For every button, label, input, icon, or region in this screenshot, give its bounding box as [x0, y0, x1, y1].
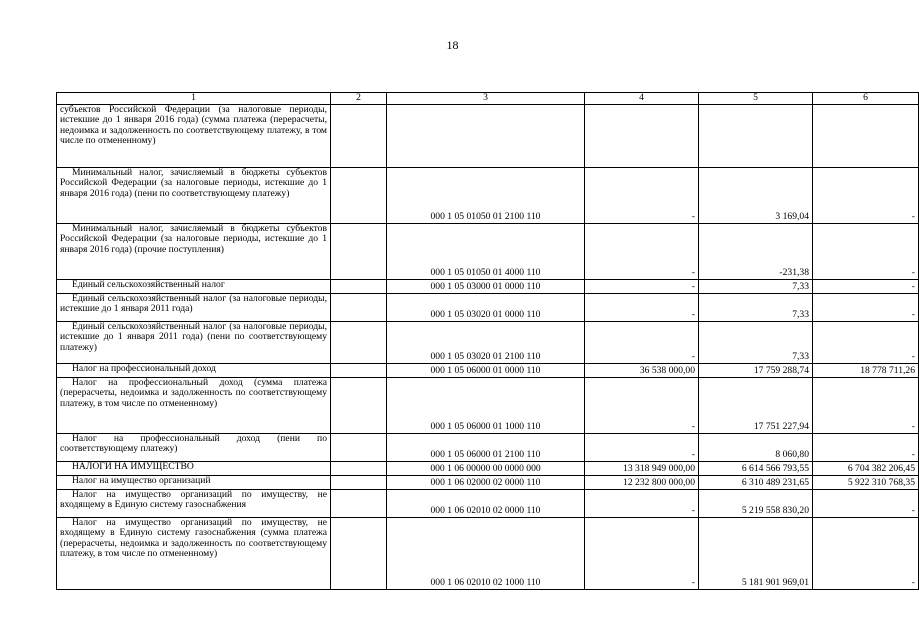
row-col5-cell: 7,33 [699, 321, 813, 363]
table-row [57, 321, 919, 363]
row-col6-cell: - [813, 279, 919, 293]
row-col5-cell: 7,33 [699, 293, 813, 321]
row-name-cell: Налог на имущество организаций [57, 475, 331, 489]
table-row [57, 223, 919, 279]
row-code-cell: 000 1 06 00000 00 0000 000 [387, 461, 585, 475]
table-row [57, 433, 919, 461]
row-name-cell: Налог на профессиональный доход [57, 363, 331, 377]
row-code-cell: 000 1 05 06000 01 2100 110 [387, 433, 585, 461]
table-body [57, 104, 919, 589]
row-col6-cell: - [813, 517, 919, 589]
row-col6-cell: - [813, 377, 919, 433]
row-col4-cell: - [585, 517, 699, 589]
row-col5-cell: 17 751 227,94 [699, 377, 813, 433]
row-code-cell [387, 104, 585, 167]
row-col2-cell [331, 279, 387, 293]
column-header-5: 5 [699, 93, 813, 105]
row-col2-cell [331, 167, 387, 223]
row-name-cell: Налог на имущество организаций по имуществу, не входящему в Единую систему газоснабжения [57, 489, 331, 517]
column-header-1: 1 [57, 93, 331, 105]
row-name-cell: Минимальный налог, зачисляемый в бюджеты субъектов Российской Федерации (за налоговые периоды, истекшие до 1 января 2016 года) (пени по соответствующему платежу) [57, 167, 331, 223]
row-col6-cell: - [813, 223, 919, 279]
row-col2-cell [331, 293, 387, 321]
row-col5-cell: 3 169,04 [699, 167, 813, 223]
row-col5-cell: 5 219 558 830,20 [699, 489, 813, 517]
row-col2-cell [331, 517, 387, 589]
row-col5-cell: 8 060,80 [699, 433, 813, 461]
row-name-cell: НАЛОГИ НА ИМУЩЕСТВО [57, 461, 331, 475]
table-row [57, 104, 919, 167]
row-col5-cell: 7,33 [699, 279, 813, 293]
row-col5-cell: -231,38 [699, 223, 813, 279]
row-code-cell: 000 1 06 02010 02 1000 110 [387, 517, 585, 589]
row-col6-cell: - [813, 433, 919, 461]
column-header-3: 3 [387, 93, 585, 105]
row-name-cell: Налог на имущество организаций по имуществу, не входящему в Единую систему газоснабжения (сумма платежа (перерасчеты, недоимка и задолженность по соответствующему платежу, в том числе по отмененному) [57, 517, 331, 589]
row-code-cell: 000 1 05 01050 01 2100 110 [387, 167, 585, 223]
row-col5-cell: 17 759 288,74 [699, 363, 813, 377]
row-name-cell: Единый сельскохозяйственный налог (за налоговые периоды, истекшие до 1 января 2011 года) [57, 293, 331, 321]
row-col6-cell: 6 704 382 206,45 [813, 461, 919, 475]
row-code-cell: 000 1 05 03020 01 0000 110 [387, 293, 585, 321]
row-col4-cell: - [585, 377, 699, 433]
row-col2-cell [331, 223, 387, 279]
row-col2-cell [331, 363, 387, 377]
budget-table [56, 92, 919, 590]
row-col2-cell [331, 489, 387, 517]
row-col4-cell: - [585, 433, 699, 461]
row-name-cell: субъектов Российской Федерации (за налоговые периоды, истекшие до 1 января 2016 года) (сумма платежа (перерасчеты, недоимка и задолженность по соответствующему платежу, в том числе по отмененному) [57, 104, 331, 167]
row-col5-cell: 6 310 489 231,65 [699, 475, 813, 489]
row-code-cell: 000 1 06 02000 02 0000 110 [387, 475, 585, 489]
table-row [57, 279, 919, 293]
row-col6-cell: - [813, 321, 919, 363]
row-col6-cell [813, 104, 919, 167]
table-row [57, 377, 919, 433]
row-name-cell: Налог на профессиональный доход (сумма платежа (перерасчеты, недоимка и задолженность по соответствующему платежу, в том числе по отмененному) [57, 377, 331, 433]
row-col5-cell: 6 614 566 793,55 [699, 461, 813, 475]
row-col6-cell: - [813, 293, 919, 321]
row-col4-cell: - [585, 223, 699, 279]
row-col4-cell: - [585, 293, 699, 321]
column-header-6: 6 [813, 93, 919, 105]
page-number: 18 [446, 38, 459, 52]
row-col5-cell [699, 104, 813, 167]
row-col4-cell: 36 538 000,00 [585, 363, 699, 377]
row-name-cell: Единый сельскохозяйственный налог (за налоговые периоды, истекшие до 1 января 2011 года) (пени по соответствующему платежу) [57, 321, 331, 363]
row-col2-cell [331, 475, 387, 489]
row-col2-cell [331, 321, 387, 363]
table-row [57, 363, 919, 377]
row-col2-cell [331, 377, 387, 433]
header-row [57, 93, 919, 105]
row-col4-cell: 13 318 949 000,00 [585, 461, 699, 475]
table-row [57, 489, 919, 517]
row-code-cell: 000 1 05 03000 01 0000 110 [387, 279, 585, 293]
row-code-cell: 000 1 05 06000 01 1000 110 [387, 377, 585, 433]
row-code-cell: 000 1 05 03020 01 2100 110 [387, 321, 585, 363]
row-col2-cell [331, 433, 387, 461]
row-col6-cell: - [813, 489, 919, 517]
row-name-cell: Единый сельскохозяйственный налог [57, 279, 331, 293]
column-header-2: 2 [331, 93, 387, 105]
table-row [57, 167, 919, 223]
row-col4-cell [585, 104, 699, 167]
table-row [57, 517, 919, 589]
row-code-cell: 000 1 05 01050 01 4000 110 [387, 223, 585, 279]
row-col2-cell [331, 104, 387, 167]
table-row [57, 475, 919, 489]
column-header-4: 4 [585, 93, 699, 105]
row-code-cell: 000 1 06 02010 02 0000 110 [387, 489, 585, 517]
table-row [57, 293, 919, 321]
table-row [57, 461, 919, 475]
row-col4-cell: 12 232 800 000,00 [585, 475, 699, 489]
row-col2-cell [331, 461, 387, 475]
row-col5-cell: 5 181 901 969,01 [699, 517, 813, 589]
row-name-cell: Минимальный налог, зачисляемый в бюджеты субъектов Российской Федерации (за налоговые периоды, истекшие до 1 января 2016 года) (прочие поступления) [57, 223, 331, 279]
row-col6-cell: - [813, 167, 919, 223]
row-code-cell: 000 1 05 06000 01 0000 110 [387, 363, 585, 377]
row-col4-cell: - [585, 167, 699, 223]
row-col6-cell: 18 778 711,26 [813, 363, 919, 377]
row-col4-cell: - [585, 489, 699, 517]
row-col4-cell: - [585, 279, 699, 293]
row-col6-cell: 5 922 310 768,35 [813, 475, 919, 489]
row-col4-cell: - [585, 321, 699, 363]
row-name-cell: Налог на профессиональный доход (пени по соответствующему платежу) [57, 433, 331, 461]
